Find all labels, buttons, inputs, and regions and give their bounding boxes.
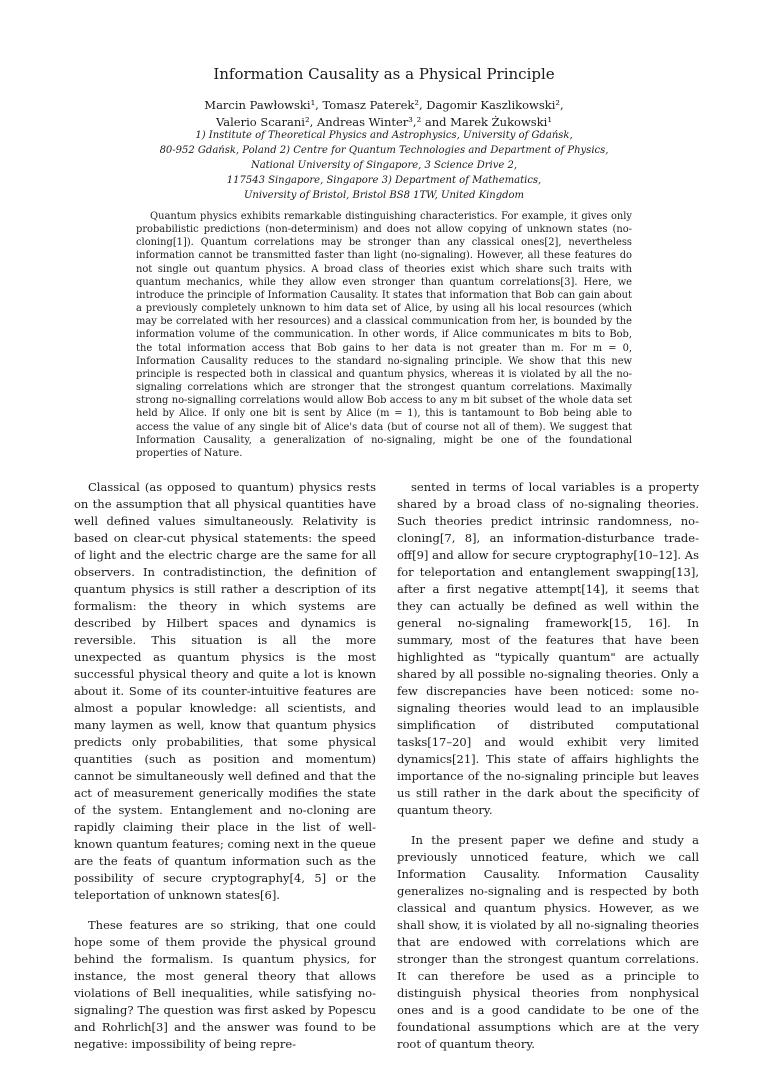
body-paragraph: These features are so striking, that one could hope some of them provide the physical ground behind the formalism. Is quantum physics, for instance, the most general theory that allows violations of Bell inequalities, while satisfying no-signaling? The question was first asked by Popescu and Rohrlich[3] and the answer was found to be negative: impossibility of being repre- — [74, 918, 376, 1051]
affiliations — [120, 128, 648, 203]
paper-title: Information Causality as a Physical Principle — [213, 65, 555, 83]
affiliation-line-2: 80-952 Gdańsk, Poland 2) Centre for Quantum Technologies and Department of Physics, — [159, 145, 609, 156]
authors-line-2: Valerio Scarani², Andreas Winter³,² and Marek Żukowski¹ — [216, 115, 552, 129]
affiliation-line-3: National University of Singapore, 3 Science Drive 2, — [250, 160, 518, 171]
body-paragraph: sented in terms of local variables is a property shared by a broad class of no-signaling theories. Such theories predict intrinsic randomness, no-cloning[7, 8], an information-disturbance trade-off[9] and allow for secure cryptography[10–12]. As for teleportation and entanglement swapping[13], after a first negative attempt[14], it seems that they can actually be defined as well within the general no-signaling framework[15, 16]. In summary, most of the features that have been highlighted as "typically quantum" are actually shared by all possible no-signaling theories. Only a few discrepancies have been noticed: some no-signaling theories would lead to an implausible simplification of distributed computational tasks[17–20] and would exhibit very limited dynamics[21]. This state of affairs highlights the importance of the no-signaling principle but leaves us still rather in the dark about the specificity of quantum theory. — [397, 480, 699, 817]
affiliation-line-1: 1) Institute of Theoretical Physics and Astrophysics, University of Gdańsk, — [195, 130, 573, 141]
right-column — [397, 479, 699, 1066]
body-paragraph: Classical (as opposed to quantum) physics rests on the assumption that all physical quantities have well defined values simultaneously. Relativity is based on clear-cut physical statements: the speed of light and the electric charge are the same for all observers. In contradistinction, the definition of quantum physics is still rather a description of its formalism: the theory in which systems are described by Hilbert spaces and dynamics is reversible. This situation is all the more unexpected as quantum physics is the most successful physical theory and quite a lot is known about it. Some of its counter-intuitive features are almost a popular knowledge: all scientists, and many laymen as well, know that quantum physics predicts only probabilities, that some physical quantities (such as position and momentum) cannot be simultaneously well defined and that the act of measurement generically modifies the state of the system. Entanglement and no-cloning are rapidly claiming their place in the list of well-known quantum features; coming next in the queue are the feats of quantum information such as the possibility of secure cryptography[4, 5] or the teleportation of unknown states[6]. — [74, 480, 376, 902]
abstract: Quantum physics exhibits remarkable distinguishing characteristics. For example, it gives only probabilistic predictions (non-determinism) and does not allow copying of unknown states (no-cloning[1]). Quantum correlations may be stronger than any classical ones[2], nevertheless information cannot be transmitted faster than light (no-signaling). However, all these features do not single out quantum physics. A broad class of theories exist which share such traits with quantum mechanics, while they allow even stronger than quantum correlations[3]. Here, we introduce the principle of Information Causality. It states that information that Bob can gain about a previously completely unknown to him data set of Alice, by using all his local resources (which may be correlated with her resources) and a classical communication from her, is bounded by the information volume of the communication. In other words, if Alice communicates m bits to Bob, the total information access that Bob gains to her data is not greater than m. For m = 0, Information Causality reduces to the standard no-signaling principle. We show that this new principle is respected both in classical and quantum physics, whereas it is violated by all the no-signaling correlations which are stronger that the strongest quantum correlations. Maximally strong no-signalling correlations would allow Bob access to any m bit subset of the whole data set held by Alice. If only one bit is sent by Alice (m = 1), this is tantamount to Bob being able to access the value of any single bit of Alice's data (but of course not all of them). We suggest that Information Causality, a generalization of no-signaling, might be one of the foundational properties of Nature. — [136, 211, 632, 459]
authors-line-1: Marcin Pawłowski¹, Tomasz Paterek², Dagomir Kaszlikowski², — [204, 98, 564, 112]
affiliation-line-4: 117543 Singapore, Singapore 3) Department of Mathematics, — [226, 175, 542, 186]
affiliation-line-5: University of Bristol, Bristol BS8 1TW, United Kingdom — [243, 190, 525, 201]
body-paragraph: In the present paper we define and study a previously unnoticed feature, which we call Information Causality. Information Causality generalizes no-signaling and is respected by both classical and quantum physics. However, as we shall show, it is violated by all no-signaling theories that are endowed with correlations which are stronger than the strongest quantum correlations. It can therefore be used as a principle to distinguish physical theories from nonphysical ones and is a good candidate to be one of the foundational assumptions which are at the very root of quantum theory. — [397, 833, 699, 1051]
left-column — [74, 479, 376, 1066]
author-list — [110, 97, 658, 131]
